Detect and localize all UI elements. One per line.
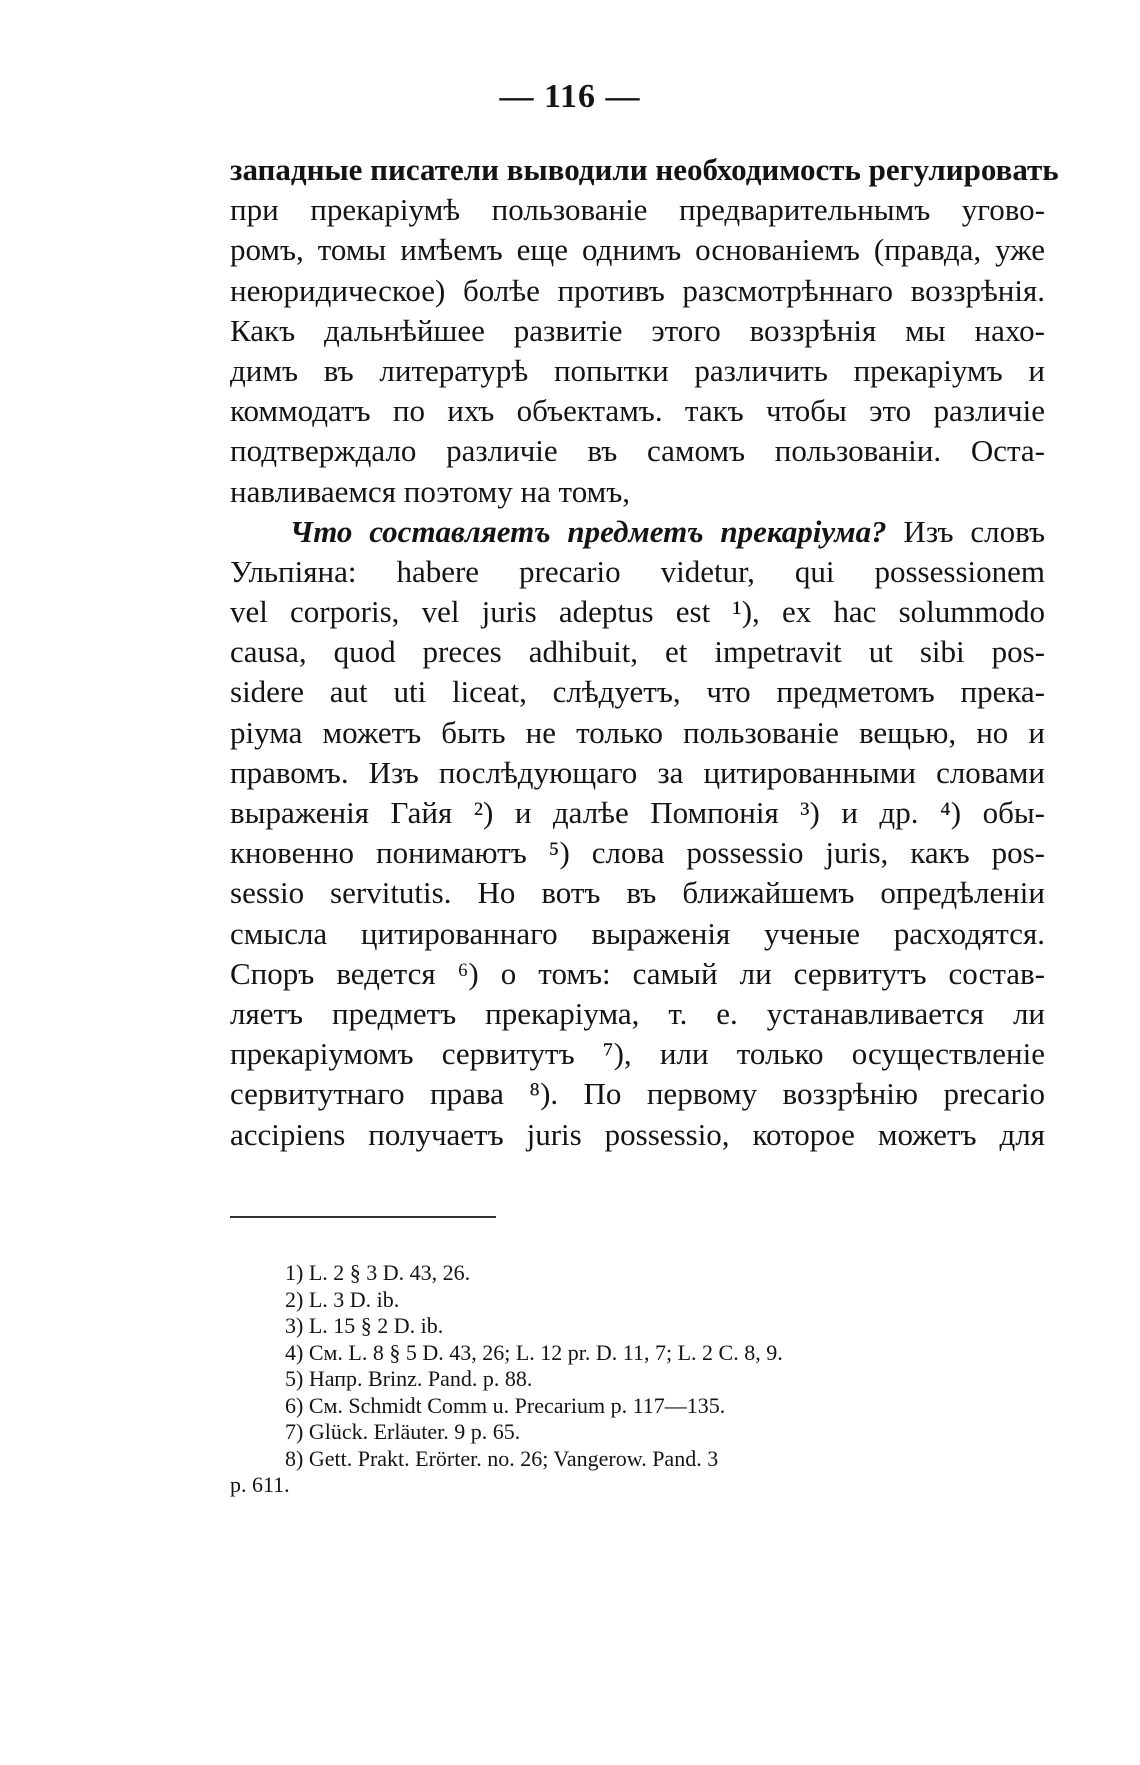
- text-line: коммодатъ по ихъ объектамъ. такъ чтобы это различіе: [230, 393, 1045, 429]
- body-text: [230, 150, 1059, 1155]
- text-line: Ульпіяна: habere precario videtur, qui possessionem: [230, 553, 1045, 589]
- text-line: ріума можетъ быть не только пользованіе вещью, но и: [230, 714, 1045, 750]
- text-line: прекаріумомъ сервитутъ ⁷), или только осуществленіе: [230, 1036, 1045, 1072]
- section-heading: Что составляетъ предметъ прекаріума?: [290, 513, 887, 549]
- text-line: подтверждало различіе въ самомъ пользованіи. Оста-: [230, 433, 1045, 469]
- text-line: выраженія Гайя ²) и далѣе Помпонія ³) и др. ⁴) обы-: [230, 795, 1045, 830]
- text-line: sessio servitutis. Но вотъ въ ближайшемъ опредѣленіи: [230, 875, 1045, 911]
- footnote: 6) См. Schmidt Comm u. Precarium p. 117—135.: [285, 1392, 726, 1418]
- text-line: при прекаріумѣ пользованіе предварительнымъ угово-: [230, 192, 1045, 228]
- text-line: ляетъ предметъ прекаріума, т. е. устанавливается ли: [230, 995, 1045, 1031]
- text-line: западные писатели выводили необходимость регулировать: [230, 152, 1059, 187]
- text-line: vel corporis, vel juris adeptus est ¹), ex hac solummodo: [230, 594, 1045, 630]
- footnote: 4) См. L. 8 § 5 D. 43, 26; L. 12 pr. D. 11, 7; L. 2 C. 8, 9.: [285, 1339, 783, 1365]
- footnotes: [230, 1260, 1045, 1499]
- text-line: accipiens получаетъ juris possessio, которое можетъ для: [230, 1116, 1045, 1152]
- text-line: causa, quod preces adhibuit, et impetravit ut sibi pos-: [230, 634, 1045, 670]
- footnote: 1) L. 2 § 3 D. 43, 26.: [285, 1260, 471, 1285]
- text-line: ромъ, томы имѣемъ еще однимъ основаніемъ (правда, уже: [230, 232, 1045, 268]
- text-line: неюридическое) болѣе противъ разсмотрѣннаго воззрѣнія.: [230, 272, 1045, 308]
- text-line: смысла цитированнаго выраженія ученые расходятся.: [230, 915, 1045, 951]
- text-line: навливаемся поэтому на томъ,: [230, 473, 631, 509]
- text-line: димъ въ литературѣ попытки различить прекаріумъ и: [230, 352, 1045, 388]
- footnote: 2) L. 3 D. ib.: [285, 1286, 400, 1312]
- footnote: 7) Glück. Erläuter. 9 p. 65.: [285, 1419, 521, 1444]
- text-line: Какъ дальнѣйшее развитіе этого воззрѣнія мы нахо-: [230, 312, 1045, 348]
- footnote: p. 611.: [230, 1472, 290, 1497]
- footnote: 8) Gett. Prakt. Erörter. no. 26; Vangerow. Pand. 3: [285, 1445, 719, 1471]
- footnote: 3) L. 15 § 2 D. ib.: [285, 1313, 444, 1338]
- footnote: 5) Напр. Brinz. Pand. p. 88.: [285, 1366, 533, 1391]
- page-number: — 116 —: [499, 78, 641, 115]
- footnote-divider: [230, 1216, 496, 1218]
- heading-tail: Изъ словъ: [886, 513, 1045, 549]
- text-line: сервитутнаго права ⁸). По первому воззрѣнію precario: [230, 1076, 1045, 1112]
- text-line: Споръ ведется ⁶) о томъ: самый ли сервитутъ состав-: [230, 955, 1045, 991]
- section-heading-line: [230, 512, 1045, 552]
- text-line: кновенно понимаютъ ⁵) слова possessio juris, какъ pos-: [230, 835, 1045, 871]
- text-line: правомъ. Изъ послѣдующаго за цитированными словами: [230, 754, 1045, 790]
- text-line: sidere aut uti liceat, слѣдуетъ, что предметомъ прека-: [230, 674, 1045, 710]
